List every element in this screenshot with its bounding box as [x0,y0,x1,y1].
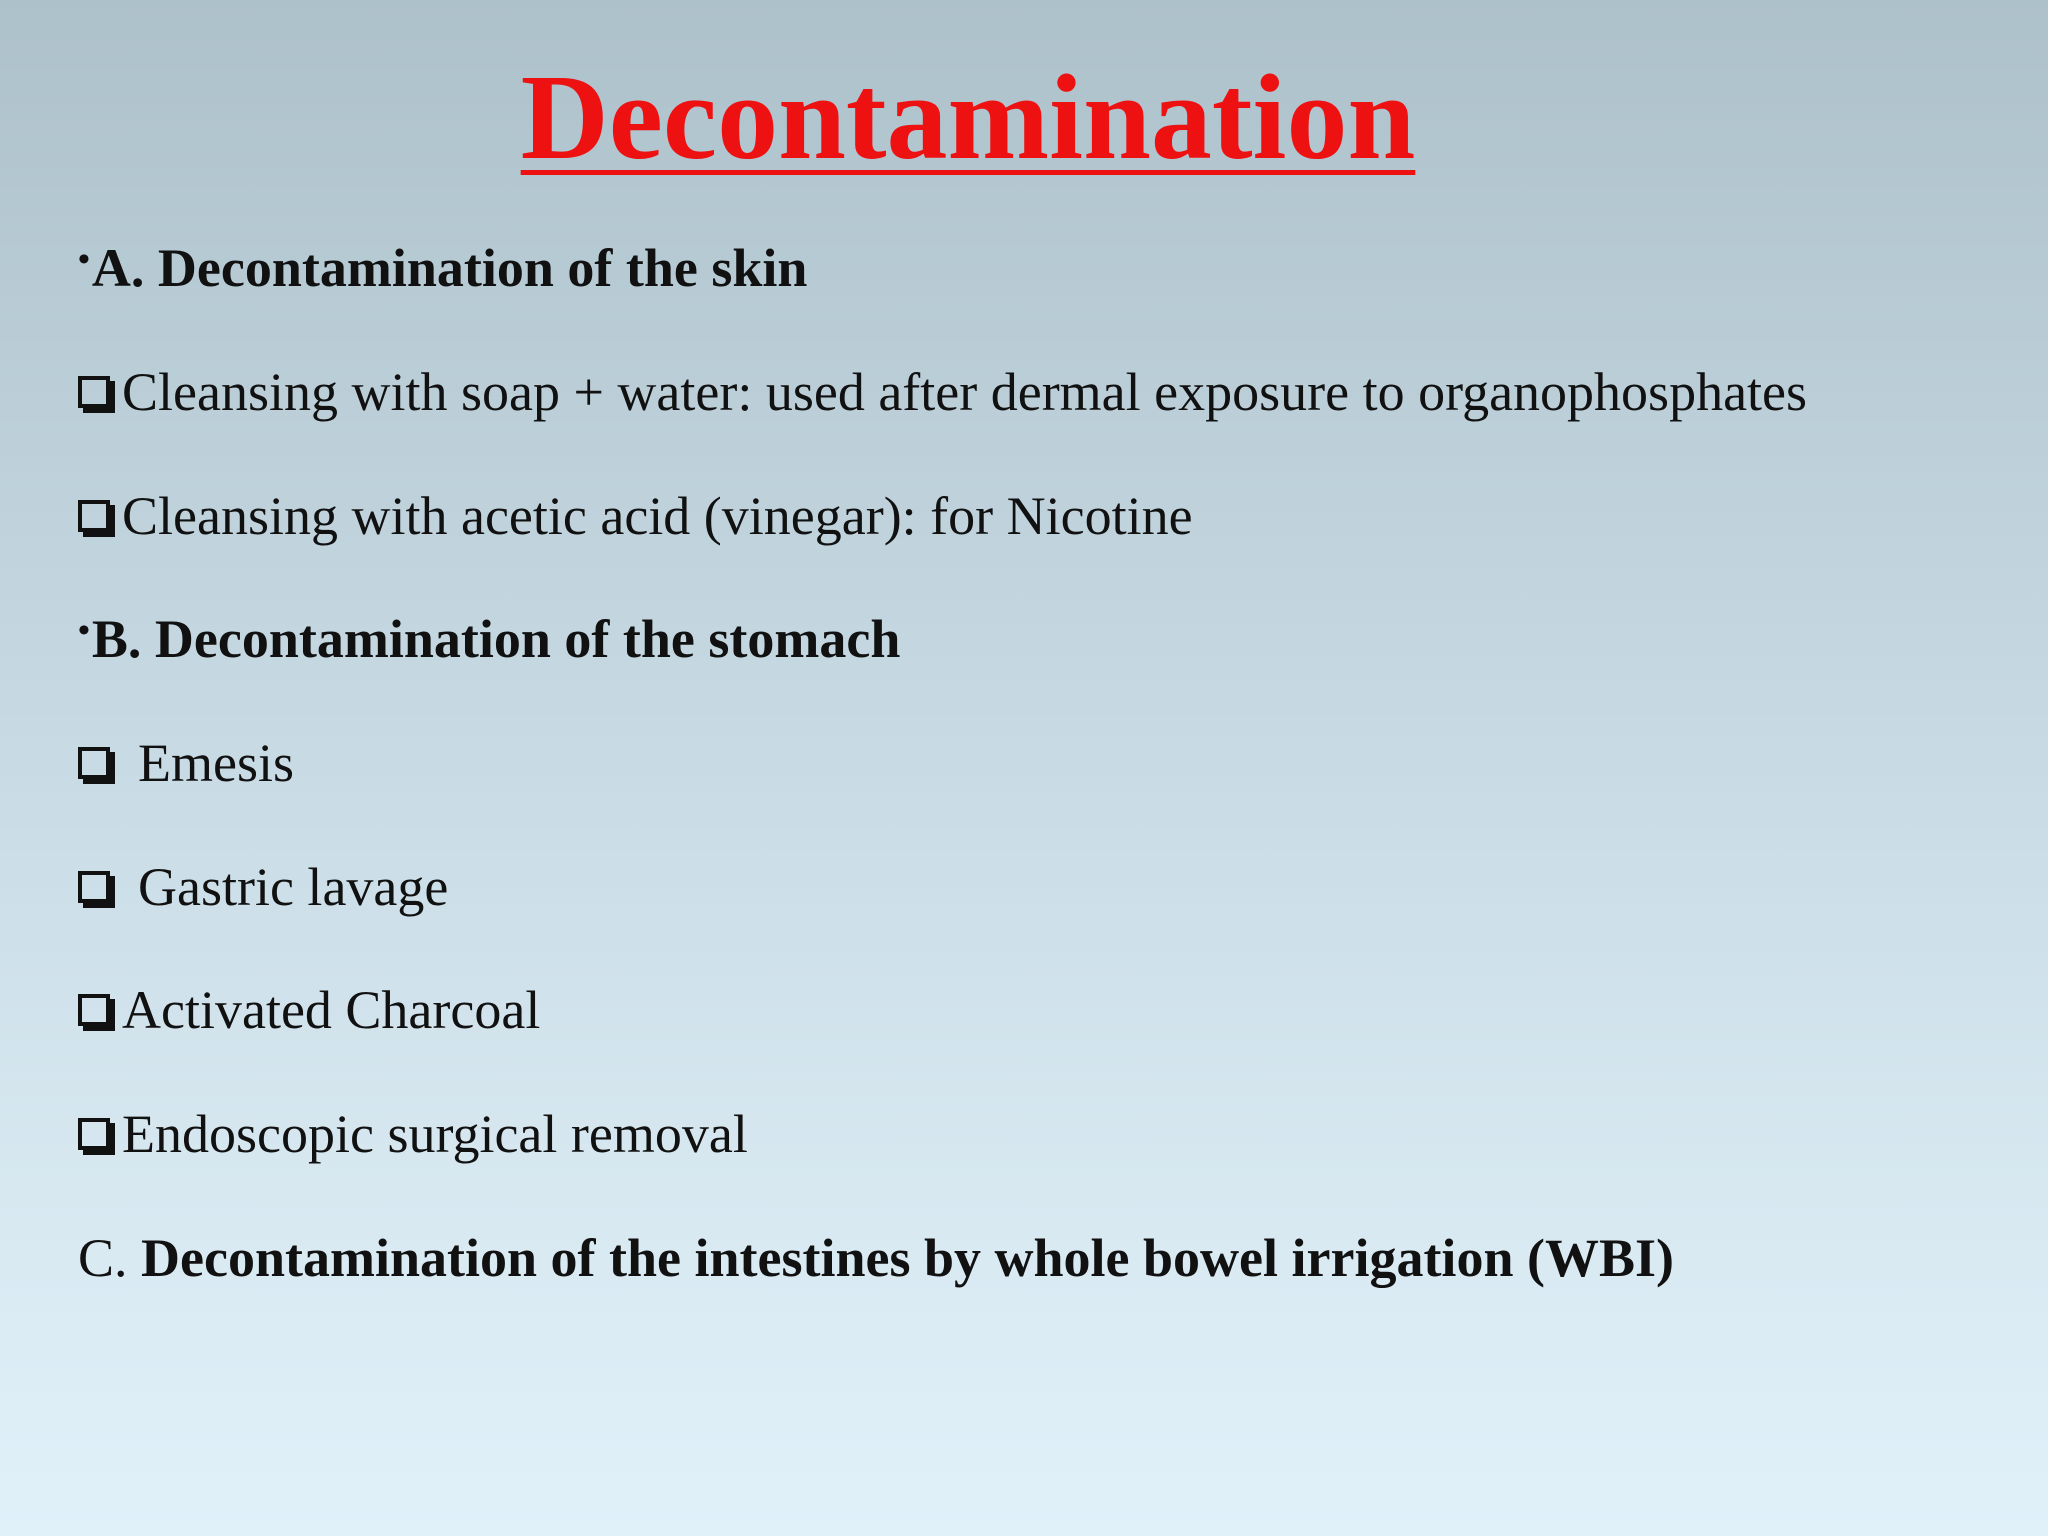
list-item-text: Gastric lavage [138,857,449,917]
section-c-heading [78,1226,1674,1291]
list-item [78,484,1193,549]
section-a-heading [78,236,807,301]
bullet-icon: • [78,612,90,649]
slide-title: Decontamination [520,50,1416,185]
list-item [78,978,540,1043]
section-a-heading-text: A. Decontamination of the skin [91,238,808,298]
checkbox-icon [78,500,110,532]
list-item-text: Cleansing with soap + water: used after dermal exposure to organophosphates [122,362,1808,422]
checkbox-icon [78,871,110,903]
checkbox-icon [78,994,110,1026]
list-item-text: Endoscopic surgical removal [122,1104,748,1164]
list-item [78,855,448,920]
section-c-heading-text: Decontamination of the intestines by whole bowel irrigation (WBI) [141,1228,1674,1288]
checkbox-icon [78,1118,110,1150]
checkbox-icon [78,747,110,779]
section-b-heading [78,607,900,672]
list-item [78,731,294,796]
list-item [78,1102,748,1167]
checkbox-icon [78,376,110,408]
list-item-text: Cleansing with acetic acid (vinegar): for Nicotine [122,486,1193,546]
bullet-icon: • [78,241,90,278]
list-item-text: Emesis [138,733,294,793]
section-c-prefix: C. [78,1228,128,1288]
list-item [78,360,1807,425]
list-item-text: Activated Charcoal [122,980,541,1040]
section-b-heading-text: B. Decontamination of the stomach [91,609,901,669]
